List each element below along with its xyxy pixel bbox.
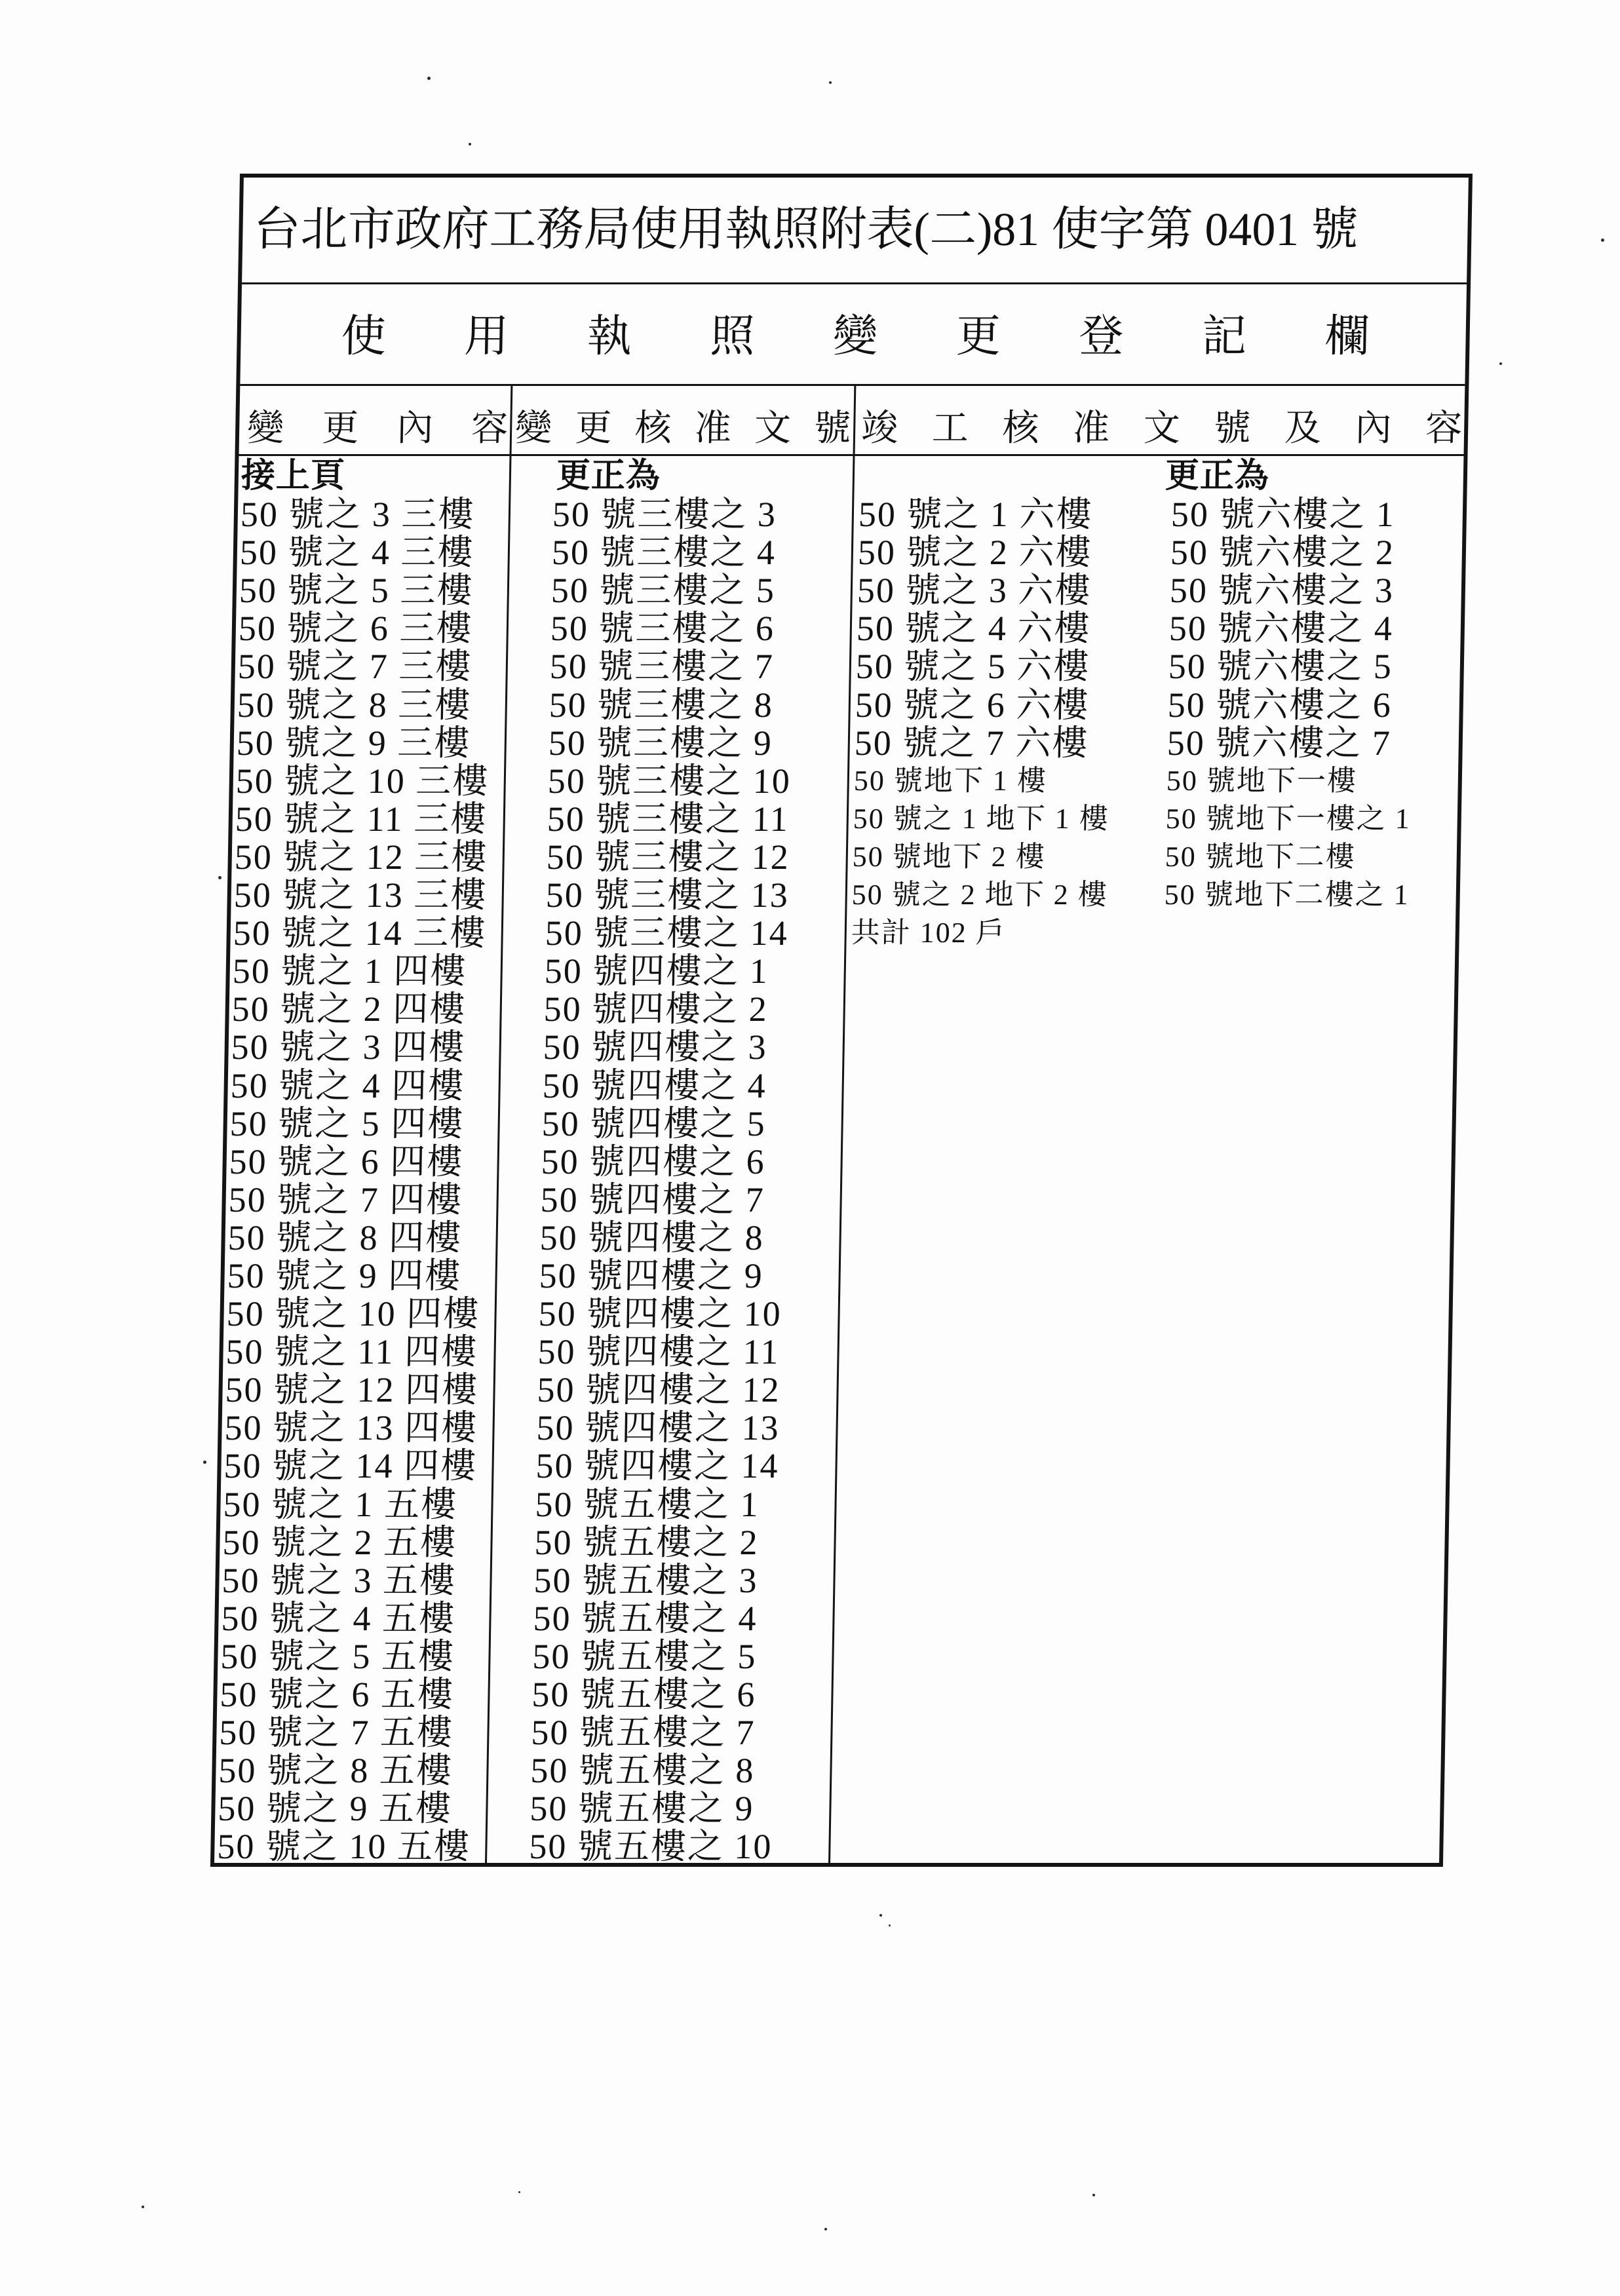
change-content-row: 50 號之 4 三樓 [239,533,474,573]
change-content-row: 50 號之 9 三樓 [236,723,471,763]
completion-original-row: 50 號地下 1 樓 [853,764,1048,797]
change-approval-no-row: 50 號五樓之 2 [534,1522,760,1562]
change-content-row: 50 號之 6 五樓 [219,1675,455,1714]
completion-corrected-row: 50 號六樓之 6 [1167,685,1393,725]
change-approval-no-row: 50 號三樓之 7 [549,647,775,687]
change-approval-no-row: 50 號四樓之 13 [536,1408,781,1448]
completion-original-row: 50 號地下 2 樓 [852,840,1047,873]
completion-original-row: 50 號之 1 地下 1 樓 [853,802,1110,835]
change-content-row: 50 號之 6 三樓 [238,609,473,649]
change-approval-no-row: 50 號五樓之 7 [530,1713,756,1753]
change-content-row: 50 號之 10 四樓 [226,1294,480,1334]
change-approval-no-row: 50 號四樓之 3 [543,1027,768,1067]
scan-speck [218,876,222,879]
change-approval-no-row: 50 號五樓之 1 [535,1484,760,1524]
change-approval-no-row: 50 號三樓之 6 [550,609,775,649]
title-row [242,178,1469,284]
scan-speck [889,1924,891,1926]
completion-corrected-row: 50 號地下二樓 [1165,840,1357,873]
change-content-row: 50 號之 14 三樓 [233,913,487,953]
completion-original-row: 50 號之 1 六樓 [858,495,1093,535]
page-title: 台北市政府工務局使用執照附表(二)81 使字第 0401 號 [252,203,1359,256]
change-approval-no-row: 50 號三樓之 12 [546,837,790,877]
completion-corrected-row: 50 號六樓之 1 [1170,495,1396,535]
change-approval-no-row: 50 號三樓之 10 [547,761,792,801]
completion-corrected-row: 50 號六樓之 5 [1168,647,1393,687]
change-content-row: 50 號之 5 三樓 [239,571,474,611]
change-content-row: 50 號之 4 四樓 [230,1065,465,1105]
column-header-completion-approval: 竣工核准文號及內容 [860,408,1463,449]
change-content-row: 50 號之 3 三樓 [240,495,475,535]
change-approval-no-row: 50 號三樓之 3 [552,495,777,535]
change-approval-no-row: 50 號五樓之 8 [530,1751,755,1791]
change-approval-no-row: 50 號五樓之 10 [528,1827,773,1867]
scan-speck [427,77,431,80]
change-approval-no-row: 50 號三樓之 8 [549,685,774,725]
change-approval-no-row: 50 號三樓之 14 [545,913,789,953]
change-content-row: 50 號之 13 三樓 [233,875,488,915]
scan-speck [203,1461,206,1464]
scan-speck [879,1914,882,1917]
change-content-row: 50 號之 9 五樓 [217,1789,453,1829]
change-approval-no-row: 50 號四樓之 7 [540,1179,765,1219]
change-content-row: 50 號之 5 四樓 [229,1103,465,1143]
completion-original-row: 50 號之 2 地下 2 樓 [851,879,1109,911]
change-content-row: 50 號之 5 五樓 [220,1636,455,1676]
change-content-row: 50 號之 3 四樓 [231,1027,466,1067]
completion-corrected-row: 50 號地下一樓 [1166,764,1358,797]
change-approval-no-row: 50 號四樓之 10 [538,1294,782,1334]
completion-corrected-row: 50 號六樓之 2 [1170,533,1395,573]
change-approval-no-column [529,457,797,1866]
change-content-row: 50 號之 11 四樓 [225,1332,478,1372]
change-content-row: 50 號之 10 五樓 [216,1827,471,1867]
section-row [240,284,1467,386]
scan-speck [1601,239,1604,242]
section-title: 使用執照變更登記欄 [341,311,1370,361]
completion-original-row: 50 號之 2 六樓 [857,533,1092,573]
completion-corrected-row: 50 號地下一樓之 1 [1165,802,1412,835]
scan-speck [142,2206,144,2208]
change-content-column [217,457,495,1866]
completion-corrected-row: 50 號六樓之 7 [1167,723,1392,763]
change-approval-no-row: 50 號四樓之 9 [539,1255,764,1295]
change-approval-no-row: 50 號三樓之 11 [547,799,790,839]
column-header-change-content: 變更內容 [246,408,509,449]
scan-speck [824,2228,827,2230]
scan-speck [1499,362,1502,365]
completion-original-row: 50 號之 6 六樓 [855,685,1090,725]
change-approval-no-row: 50 號五樓之 3 [533,1560,759,1600]
change-approval-no-row: 50 號四樓之 11 [537,1332,781,1372]
scan-speck [469,143,471,145]
change-approval-no-row: 50 號四樓之 12 [537,1370,781,1410]
change-content-row: 接上頁 [241,457,346,495]
completion-original-column [851,495,1115,952]
change-approval-no-row: 50 號四樓之 6 [541,1141,766,1181]
change-content-row: 50 號之 7 四樓 [228,1179,463,1219]
completion-original-row: 50 號之 3 六樓 [857,571,1092,611]
change-approval-no-row: 50 號四樓之 4 [542,1065,767,1105]
change-content-row: 50 號之 10 三樓 [235,761,490,801]
change-content-row: 50 號之 2 五樓 [222,1522,457,1562]
change-content-row: 50 號之 8 四樓 [227,1217,463,1257]
change-approval-no-row: 更正為 [556,457,661,495]
change-content-row: 50 號之 1 五樓 [223,1484,458,1524]
completion-original-row: 共計 102 戶 [851,917,1007,949]
change-content-row: 50 號之 1 四樓 [232,951,467,991]
completion-corrected-row: 50 號六樓之 3 [1169,571,1395,611]
change-content-row: 50 號之 8 五樓 [218,1751,453,1791]
completion-original-row: 50 號之 4 六樓 [856,609,1091,649]
completion-corrected-row: 更正為 [1165,457,1270,495]
completion-original-row: 50 號之 7 六樓 [854,723,1089,763]
change-content-row: 50 號之 12 三樓 [234,837,488,877]
change-approval-no-row: 50 號四樓之 1 [544,951,769,991]
change-content-row: 50 號之 8 三樓 [237,685,472,725]
change-content-row: 50 號之 7 三樓 [237,647,473,687]
change-approval-no-row: 50 號四樓之 8 [539,1217,765,1257]
completion-corrected-row: 50 號地下二樓之 1 [1164,879,1410,911]
change-content-row: 50 號之 6 四樓 [229,1141,464,1181]
change-approval-no-row: 50 號三樓之 4 [551,533,777,573]
change-approval-no-row: 50 號五樓之 4 [532,1598,758,1638]
change-content-row: 50 號之 3 五樓 [222,1560,457,1600]
change-content-row: 50 號之 2 四樓 [231,989,467,1029]
change-content-row: 50 號之 4 五樓 [220,1598,456,1638]
completion-corrected-column [1164,457,1417,914]
completion-corrected-row: 50 號六樓之 4 [1168,609,1394,649]
change-content-row: 50 號之 14 四樓 [223,1446,478,1486]
change-content-row: 50 號之 12 四樓 [225,1370,479,1410]
change-approval-no-row: 50 號五樓之 9 [529,1789,754,1829]
column-header-change-approval-no: 變更核准文號 [514,408,851,449]
column-header-row [239,386,1465,456]
scan-speck [518,2191,520,2193]
change-content-row: 50 號之 11 三樓 [235,799,488,839]
usage-permit-change-register-sheet [210,174,1473,1867]
change-approval-no-row: 50 號三樓之 9 [548,723,773,763]
scan-speck [829,81,832,84]
change-content-row: 50 號之 9 四樓 [227,1255,462,1295]
change-approval-no-row: 50 號四樓之 14 [535,1446,780,1486]
completion-original-row: 50 號之 5 六樓 [855,647,1090,687]
change-approval-no-row: 50 號五樓之 5 [531,1636,758,1676]
column-divider [828,386,856,1863]
change-approval-no-row: 50 號三樓之 13 [545,875,790,915]
change-content-row: 50 號之 13 四樓 [224,1408,478,1448]
change-approval-no-row: 50 號四樓之 5 [541,1103,767,1143]
change-approval-no-row: 50 號三樓之 5 [550,571,776,611]
scan-speck [1092,2194,1095,2196]
change-approval-no-row: 50 號四樓之 2 [543,989,769,1029]
change-content-row: 50 號之 7 五樓 [218,1713,454,1753]
change-approval-no-row: 50 號五樓之 6 [531,1675,757,1714]
